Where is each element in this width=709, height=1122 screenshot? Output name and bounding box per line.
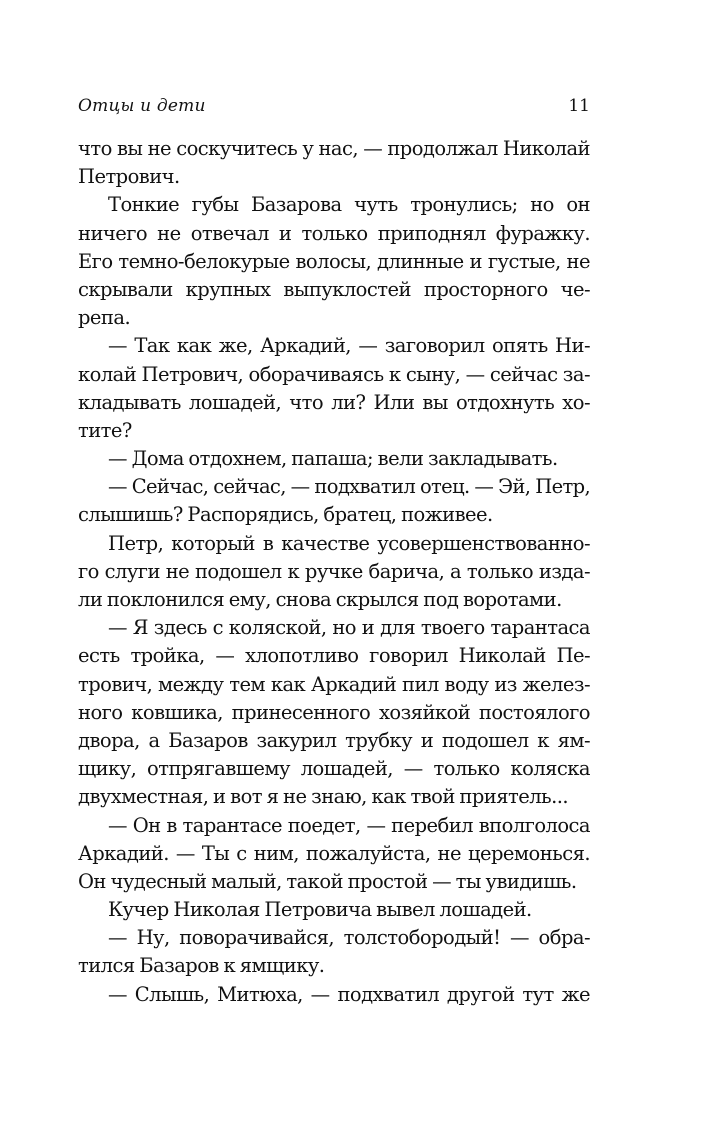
text-line: трович, между тем как Аркадий пил воду из желез- — [78, 672, 590, 696]
text-line: ничего не отвечал и только приподнял фуражку. — [78, 221, 590, 245]
text-line: двора, а Базаров закурил трубку и подошел к ям- — [78, 728, 590, 752]
page-number: 11 — [568, 96, 590, 116]
text-line: тите? — [78, 418, 132, 442]
text-line: скрывали крупных выпуклостей просторного че- — [78, 277, 590, 301]
text-line: — Дома отдохнем, папаша; вели закладывать. — [108, 447, 558, 471]
text-line: Аркадий. — Ты с ним, пожалуйста, не церемонься. — [78, 841, 590, 865]
text-line: — Ну, поворачивайся, толстобородый! — обра- — [108, 926, 590, 950]
text-line: что вы не соскучитесь у нас, — продолжал Николай — [78, 137, 590, 160]
text-line: — Я здесь с коляской, но и для твоего тарантаса — [108, 616, 590, 640]
text-line: есть тройка, — хлопотливо говорил Николай Пе- — [78, 644, 590, 668]
text-line: ли поклонился ему, снова скрылся под воротами. — [78, 588, 562, 611]
book-title: Отцы и дети — [78, 96, 206, 116]
text-line: го слуги не подошел к ручке барича, а только изда- — [78, 559, 590, 583]
text-block — [78, 135, 590, 1009]
text-line: Тонкие губы Базарова чуть тронулись; но он — [108, 193, 590, 217]
text-line: Петр, который в качестве усовершенствованно- — [108, 531, 590, 555]
text-line: Его темно-белокурые волосы, длинные и густые, не — [78, 249, 590, 273]
text-line: репа. — [78, 306, 131, 330]
text-line: ного ковшика, принесенного хозяйкой постоялого — [78, 700, 590, 724]
text-line: Петрович. — [78, 165, 180, 189]
text-line: кладывать лошадей, что ли? Или вы отдохнуть хо- — [78, 390, 590, 414]
text-line: щику, отпрягавшему лошадей, — только коляска — [78, 757, 590, 781]
text-line: колай Петрович, оборачиваясь к сыну, — сейчас за- — [78, 362, 590, 386]
text-line: Он чудесный малый, такой простой — ты увидишь. — [78, 869, 577, 893]
text-line: — Слышь, Митюха, — подхватил другой тут же — [108, 982, 590, 1006]
text-line: слышишь? Распорядись, братец, поживее. — [78, 503, 493, 527]
text-line: — Так как же, Аркадий, — заговорил опять Ни- — [108, 334, 590, 358]
text-line: тился Базаров к ямщику. — [78, 954, 325, 978]
text-line: — Он в тарантасе поедет, — перебил вполголоса — [108, 813, 590, 837]
text-line: — Сейчас, сейчас, — подхватил отец. — Эй, Петр, — [108, 475, 590, 499]
text-line: Кучер Николая Петровича вывел лошадей. — [108, 898, 532, 922]
running-head — [78, 96, 590, 120]
text-line: двухместная, и вот я не знаю, как твой приятель... — [78, 785, 569, 809]
